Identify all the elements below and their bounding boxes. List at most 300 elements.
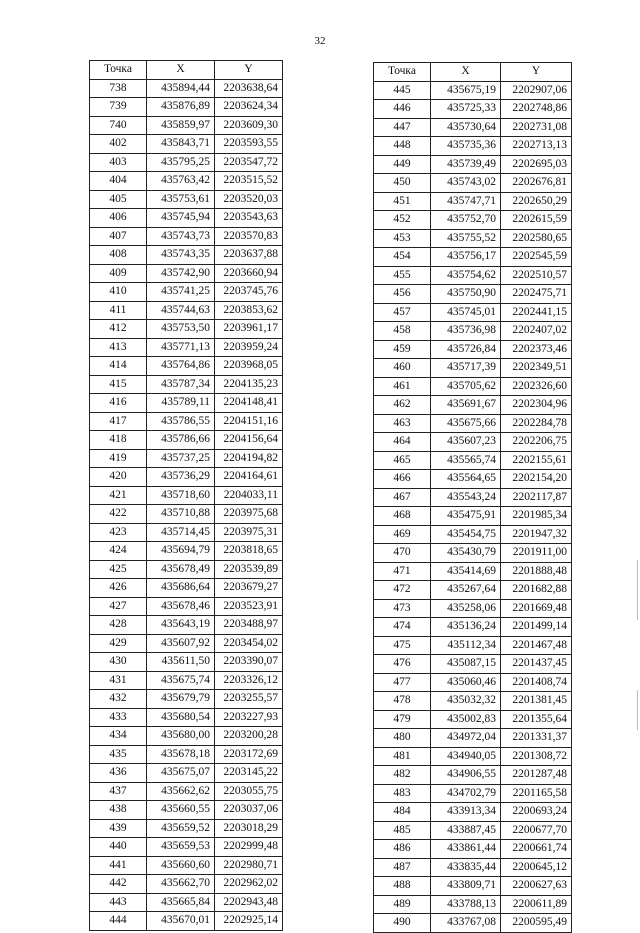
table-row xyxy=(90,782,283,801)
table-row xyxy=(90,246,283,265)
point-cell: 419 xyxy=(90,449,147,468)
y-cell: 2200693,24 xyxy=(501,803,572,822)
x-cell: 435876,89 xyxy=(147,98,215,117)
point-cell: 461 xyxy=(374,377,431,396)
table-row xyxy=(90,634,283,653)
x-cell: 435675,07 xyxy=(147,764,215,783)
y-cell: 2200661,74 xyxy=(501,840,572,859)
table-row xyxy=(90,153,283,172)
x-cell: 435710,88 xyxy=(147,505,215,524)
y-cell: 2203975,68 xyxy=(215,505,283,524)
header-point: Точка xyxy=(90,61,147,80)
table-row xyxy=(90,856,283,875)
x-cell: 435680,54 xyxy=(147,708,215,727)
point-cell: 427 xyxy=(90,597,147,616)
table-row xyxy=(90,838,283,857)
y-cell: 2202980,71 xyxy=(215,856,283,875)
table-row xyxy=(90,597,283,616)
x-cell: 435032,32 xyxy=(431,692,501,711)
point-cell: 481 xyxy=(374,747,431,766)
table-row xyxy=(374,692,572,711)
table-row xyxy=(374,858,572,877)
table-row xyxy=(374,544,572,563)
table-row xyxy=(374,747,572,766)
table-row xyxy=(90,320,283,339)
y-cell: 2203539,89 xyxy=(215,560,283,579)
point-cell: 465 xyxy=(374,451,431,470)
x-cell: 435750,90 xyxy=(431,285,501,304)
y-cell: 2203145,22 xyxy=(215,764,283,783)
x-cell: 435002,83 xyxy=(431,710,501,729)
table-row xyxy=(374,174,572,193)
table-row xyxy=(90,79,283,98)
table-row xyxy=(90,616,283,635)
table-row xyxy=(90,893,283,912)
x-cell: 435739,49 xyxy=(431,155,501,174)
point-cell: 436 xyxy=(90,764,147,783)
x-cell: 435454,75 xyxy=(431,525,501,544)
y-cell: 2201381,45 xyxy=(501,692,572,711)
y-cell: 2204033,11 xyxy=(215,486,283,505)
y-cell: 2203255,57 xyxy=(215,690,283,709)
table-row xyxy=(374,359,572,378)
table-row xyxy=(90,264,283,283)
point-cell: 420 xyxy=(90,468,147,487)
y-cell: 2202731,08 xyxy=(501,118,572,137)
table-row xyxy=(90,209,283,228)
table-row xyxy=(374,729,572,748)
point-cell: 407 xyxy=(90,227,147,246)
point-cell: 413 xyxy=(90,338,147,357)
point-cell: 437 xyxy=(90,782,147,801)
y-cell: 2203609,30 xyxy=(215,116,283,135)
point-cell: 477 xyxy=(374,673,431,692)
x-cell: 435678,49 xyxy=(147,560,215,579)
coordinates-table-left xyxy=(89,60,283,931)
point-cell: 435 xyxy=(90,745,147,764)
y-cell: 2203853,62 xyxy=(215,301,283,320)
y-cell: 2201308,72 xyxy=(501,747,572,766)
y-cell: 2203961,17 xyxy=(215,320,283,339)
x-cell: 435747,71 xyxy=(431,192,501,211)
y-cell: 2202407,02 xyxy=(501,322,572,341)
table-row xyxy=(90,671,283,690)
y-cell: 2202284,78 xyxy=(501,414,572,433)
table-row xyxy=(374,414,572,433)
x-cell: 435744,63 xyxy=(147,301,215,320)
table-row xyxy=(374,266,572,285)
point-cell: 416 xyxy=(90,394,147,413)
x-cell: 435705,62 xyxy=(431,377,501,396)
y-cell: 2202713,13 xyxy=(501,137,572,156)
point-cell: 488 xyxy=(374,877,431,896)
point-cell: 446 xyxy=(374,100,431,119)
y-cell: 2202154,20 xyxy=(501,470,572,489)
point-cell: 431 xyxy=(90,671,147,690)
table-row xyxy=(374,895,572,914)
point-cell: 476 xyxy=(374,655,431,674)
point-cell: 739 xyxy=(90,98,147,117)
y-cell: 2202943,48 xyxy=(215,893,283,912)
y-cell: 2201355,64 xyxy=(501,710,572,729)
y-cell: 2202545,59 xyxy=(501,248,572,267)
y-cell: 2203968,05 xyxy=(215,357,283,376)
x-cell: 435718,60 xyxy=(147,486,215,505)
x-cell: 435756,17 xyxy=(431,248,501,267)
y-cell: 2200627,63 xyxy=(501,877,572,896)
point-cell: 429 xyxy=(90,634,147,653)
y-cell: 2201165,58 xyxy=(501,784,572,803)
point-cell: 451 xyxy=(374,192,431,211)
table-row xyxy=(374,840,572,859)
x-cell: 435112,34 xyxy=(431,636,501,655)
y-cell: 2202326,60 xyxy=(501,377,572,396)
table-row xyxy=(374,562,572,581)
table-row xyxy=(374,229,572,248)
y-cell: 2201682,88 xyxy=(501,581,572,600)
table-row xyxy=(90,98,283,117)
y-cell: 2203055,75 xyxy=(215,782,283,801)
y-cell: 2203454,02 xyxy=(215,634,283,653)
point-cell: 418 xyxy=(90,431,147,450)
y-cell: 2203520,03 xyxy=(215,190,283,209)
point-cell: 422 xyxy=(90,505,147,524)
x-cell: 435752,70 xyxy=(431,211,501,230)
table-row xyxy=(374,192,572,211)
table-row xyxy=(90,875,283,894)
x-cell: 435660,55 xyxy=(147,801,215,820)
point-cell: 484 xyxy=(374,803,431,822)
x-cell: 435789,11 xyxy=(147,394,215,413)
header-x: X xyxy=(147,61,215,80)
table-row xyxy=(90,542,283,561)
table-row xyxy=(374,470,572,489)
point-cell: 442 xyxy=(90,875,147,894)
y-cell: 2203488,97 xyxy=(215,616,283,635)
x-cell: 435714,45 xyxy=(147,523,215,542)
table-row xyxy=(374,451,572,470)
table-row xyxy=(374,525,572,544)
header-y: Y xyxy=(501,63,572,82)
y-cell: 2203637,88 xyxy=(215,246,283,265)
x-cell: 434906,55 xyxy=(431,766,501,785)
y-cell: 2203390,07 xyxy=(215,653,283,672)
y-cell: 2202695,03 xyxy=(501,155,572,174)
table-row xyxy=(90,745,283,764)
point-cell: 443 xyxy=(90,893,147,912)
y-cell: 2201331,37 xyxy=(501,729,572,748)
x-cell: 433887,45 xyxy=(431,821,501,840)
y-cell: 2203172,69 xyxy=(215,745,283,764)
y-cell: 2201888,48 xyxy=(501,562,572,581)
point-cell: 408 xyxy=(90,246,147,265)
point-cell: 425 xyxy=(90,560,147,579)
table-row xyxy=(374,118,572,137)
x-cell: 435725,33 xyxy=(431,100,501,119)
x-cell: 435737,25 xyxy=(147,449,215,468)
table-row xyxy=(90,190,283,209)
table-row xyxy=(90,801,283,820)
y-cell: 2202155,61 xyxy=(501,451,572,470)
point-cell: 483 xyxy=(374,784,431,803)
y-cell: 2203593,55 xyxy=(215,135,283,154)
y-cell: 2203660,94 xyxy=(215,264,283,283)
table-row xyxy=(90,505,283,524)
x-cell: 435607,23 xyxy=(431,433,501,452)
y-cell: 2204151,16 xyxy=(215,412,283,431)
table-row xyxy=(374,636,572,655)
point-cell: 406 xyxy=(90,209,147,228)
table-row xyxy=(374,433,572,452)
point-cell: 457 xyxy=(374,303,431,322)
table-row xyxy=(374,803,572,822)
table-row xyxy=(374,340,572,359)
x-cell: 433913,34 xyxy=(431,803,501,822)
table-row xyxy=(90,727,283,746)
header-row xyxy=(374,63,572,82)
header-row xyxy=(90,61,283,80)
x-cell: 435786,55 xyxy=(147,412,215,431)
scan-edge-mark xyxy=(637,690,638,730)
y-cell: 2202748,86 xyxy=(501,100,572,119)
table-row xyxy=(374,821,572,840)
point-cell: 409 xyxy=(90,264,147,283)
x-cell: 435565,74 xyxy=(431,451,501,470)
x-cell: 435087,15 xyxy=(431,655,501,674)
x-cell: 435136,24 xyxy=(431,618,501,637)
point-cell: 445 xyxy=(374,81,431,100)
x-cell: 433835,44 xyxy=(431,858,501,877)
point-cell: 452 xyxy=(374,211,431,230)
x-cell: 435662,62 xyxy=(147,782,215,801)
point-cell: 458 xyxy=(374,322,431,341)
point-cell: 450 xyxy=(374,174,431,193)
y-cell: 2202510,57 xyxy=(501,266,572,285)
point-cell: 405 xyxy=(90,190,147,209)
table-row xyxy=(90,523,283,542)
header-x: X xyxy=(431,63,501,82)
point-cell: 415 xyxy=(90,375,147,394)
y-cell: 2203523,91 xyxy=(215,597,283,616)
y-cell: 2202999,48 xyxy=(215,838,283,857)
table-row xyxy=(374,673,572,692)
point-cell: 464 xyxy=(374,433,431,452)
y-cell: 2203745,76 xyxy=(215,283,283,302)
x-cell: 435475,91 xyxy=(431,507,501,526)
table-row xyxy=(374,81,572,100)
table-row xyxy=(90,819,283,838)
y-cell: 2203975,31 xyxy=(215,523,283,542)
table-row xyxy=(90,449,283,468)
point-cell: 475 xyxy=(374,636,431,655)
x-cell: 435662,70 xyxy=(147,875,215,894)
y-cell: 2202373,46 xyxy=(501,340,572,359)
y-cell: 2201669,48 xyxy=(501,599,572,618)
point-cell: 463 xyxy=(374,414,431,433)
point-cell: 444 xyxy=(90,912,147,931)
point-cell: 459 xyxy=(374,340,431,359)
table-row xyxy=(374,599,572,618)
point-cell: 417 xyxy=(90,412,147,431)
x-cell: 435859,97 xyxy=(147,116,215,135)
y-cell: 2202117,87 xyxy=(501,488,572,507)
table-row xyxy=(374,710,572,729)
x-cell: 435843,71 xyxy=(147,135,215,154)
x-cell: 435643,19 xyxy=(147,616,215,635)
point-cell: 411 xyxy=(90,301,147,320)
table-row xyxy=(374,488,572,507)
table-row xyxy=(90,301,283,320)
y-cell: 2203515,52 xyxy=(215,172,283,191)
x-cell: 435675,66 xyxy=(431,414,501,433)
table-row xyxy=(90,468,283,487)
point-cell: 423 xyxy=(90,523,147,542)
table-row xyxy=(90,338,283,357)
y-cell: 2202676,81 xyxy=(501,174,572,193)
point-cell: 482 xyxy=(374,766,431,785)
point-cell: 740 xyxy=(90,116,147,135)
point-cell: 480 xyxy=(374,729,431,748)
table-row xyxy=(90,283,283,302)
y-cell: 2203018,29 xyxy=(215,819,283,838)
point-cell: 454 xyxy=(374,248,431,267)
point-cell: 432 xyxy=(90,690,147,709)
y-cell: 2204156,64 xyxy=(215,431,283,450)
table-row xyxy=(374,285,572,304)
table-row xyxy=(90,764,283,783)
point-cell: 474 xyxy=(374,618,431,637)
x-cell: 435611,50 xyxy=(147,653,215,672)
point-cell: 438 xyxy=(90,801,147,820)
x-cell: 435787,34 xyxy=(147,375,215,394)
table-row xyxy=(374,877,572,896)
y-cell: 2200595,49 xyxy=(501,914,572,933)
x-cell: 433861,44 xyxy=(431,840,501,859)
y-cell: 2203638,64 xyxy=(215,79,283,98)
page-number: 32 xyxy=(314,35,326,47)
x-cell: 435786,66 xyxy=(147,431,215,450)
point-cell: 472 xyxy=(374,581,431,600)
point-cell: 412 xyxy=(90,320,147,339)
y-cell: 2201499,14 xyxy=(501,618,572,637)
x-cell: 435694,79 xyxy=(147,542,215,561)
table-row xyxy=(90,394,283,413)
coordinates-table-right xyxy=(373,62,572,933)
y-cell: 2200677,70 xyxy=(501,821,572,840)
point-cell: 479 xyxy=(374,710,431,729)
x-cell: 435771,13 xyxy=(147,338,215,357)
x-cell: 435607,92 xyxy=(147,634,215,653)
table-row xyxy=(374,618,572,637)
x-cell: 435736,29 xyxy=(147,468,215,487)
x-cell: 435679,79 xyxy=(147,690,215,709)
x-cell: 434702,79 xyxy=(431,784,501,803)
y-cell: 2202206,75 xyxy=(501,433,572,452)
point-cell: 414 xyxy=(90,357,147,376)
x-cell: 435753,61 xyxy=(147,190,215,209)
y-cell: 2201985,34 xyxy=(501,507,572,526)
point-cell: 402 xyxy=(90,135,147,154)
x-cell: 435060,46 xyxy=(431,673,501,692)
point-cell: 449 xyxy=(374,155,431,174)
x-cell: 435730,64 xyxy=(431,118,501,137)
x-cell: 434972,04 xyxy=(431,729,501,748)
point-cell: 485 xyxy=(374,821,431,840)
x-cell: 435678,46 xyxy=(147,597,215,616)
point-cell: 441 xyxy=(90,856,147,875)
x-cell: 435753,50 xyxy=(147,320,215,339)
x-cell: 435564,65 xyxy=(431,470,501,489)
table-row xyxy=(90,579,283,598)
table-row xyxy=(374,248,572,267)
table-row xyxy=(90,653,283,672)
point-cell: 453 xyxy=(374,229,431,248)
x-cell: 435743,73 xyxy=(147,227,215,246)
y-cell: 2202580,65 xyxy=(501,229,572,248)
point-cell: 469 xyxy=(374,525,431,544)
point-cell: 456 xyxy=(374,285,431,304)
x-cell: 435691,67 xyxy=(431,396,501,415)
table-row xyxy=(374,137,572,156)
point-cell: 426 xyxy=(90,579,147,598)
table-row xyxy=(90,375,283,394)
header-y: Y xyxy=(215,61,283,80)
y-cell: 2202615,59 xyxy=(501,211,572,230)
table-row xyxy=(374,211,572,230)
x-cell: 433788,13 xyxy=(431,895,501,914)
table-row xyxy=(374,155,572,174)
point-cell: 738 xyxy=(90,79,147,98)
point-cell: 434 xyxy=(90,727,147,746)
x-cell: 435795,25 xyxy=(147,153,215,172)
point-cell: 471 xyxy=(374,562,431,581)
table-row xyxy=(374,303,572,322)
point-cell: 473 xyxy=(374,599,431,618)
y-cell: 2201287,48 xyxy=(501,766,572,785)
point-cell: 439 xyxy=(90,819,147,838)
y-cell: 2203543,63 xyxy=(215,209,283,228)
point-cell: 478 xyxy=(374,692,431,711)
scan-edge-mark xyxy=(637,560,638,620)
point-cell: 404 xyxy=(90,172,147,191)
x-cell: 434940,05 xyxy=(431,747,501,766)
point-cell: 447 xyxy=(374,118,431,137)
y-cell: 2202349,51 xyxy=(501,359,572,378)
y-cell: 2203624,34 xyxy=(215,98,283,117)
table-row xyxy=(90,412,283,431)
point-cell: 486 xyxy=(374,840,431,859)
point-cell: 403 xyxy=(90,153,147,172)
table-row xyxy=(90,357,283,376)
x-cell: 435675,19 xyxy=(431,81,501,100)
table-row xyxy=(374,766,572,785)
point-cell: 448 xyxy=(374,137,431,156)
x-cell: 435717,39 xyxy=(431,359,501,378)
header-point: Точка xyxy=(374,63,431,82)
point-cell: 460 xyxy=(374,359,431,378)
table-row xyxy=(374,507,572,526)
table-row xyxy=(374,377,572,396)
y-cell: 2202475,71 xyxy=(501,285,572,304)
x-cell: 435670,01 xyxy=(147,912,215,931)
table-row xyxy=(90,135,283,154)
y-cell: 2202907,06 xyxy=(501,81,572,100)
x-cell: 435754,62 xyxy=(431,266,501,285)
x-cell: 435660,60 xyxy=(147,856,215,875)
point-cell: 430 xyxy=(90,653,147,672)
y-cell: 2200611,89 xyxy=(501,895,572,914)
table-row xyxy=(90,912,283,931)
